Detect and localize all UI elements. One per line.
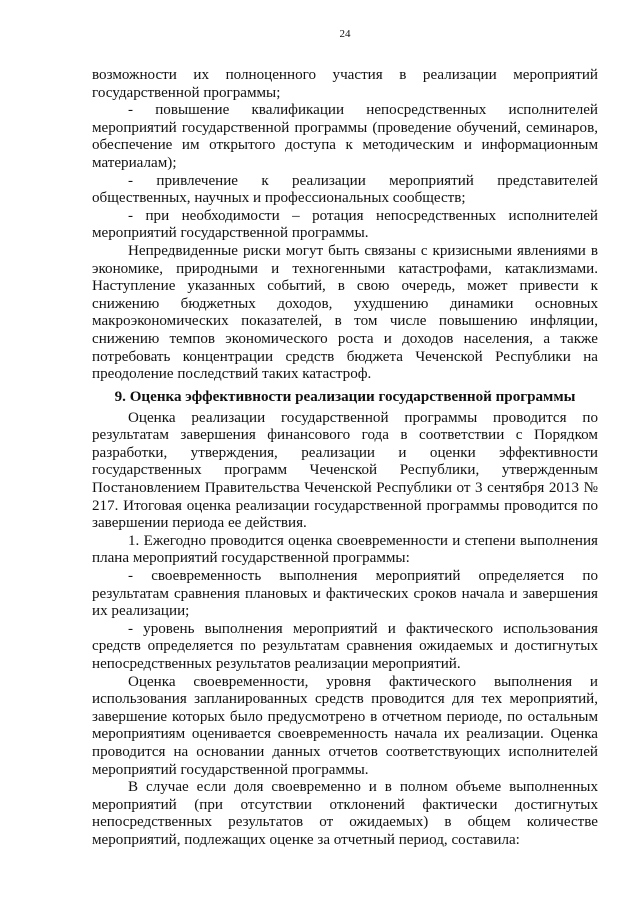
paragraph: Оценка реализации государственной программы проводится по результатам завершения финансового года в соответствии с Порядком разработки, утверждения, реализации и оценки эффективности государственных программ Чеченской Республики, утвержденным Постановлением Правительства Чеченской Республики от 3 сентября 2013 № 217. Итоговая оценка реализации государственной программы проводится по завершении периода ее действия. bbox=[92, 409, 598, 532]
paragraph: 1. Ежегодно проводится оценка своевременности и степени выполнения плана мероприятий государственной программы: bbox=[92, 532, 598, 567]
list-item-paragraph: - своевременность выполнения мероприятий определяется по результатам сравнения плановых и фактических сроков начала и завершения их реализации; bbox=[92, 568, 598, 620]
paragraph: возможности их полноценного участия в реализации мероприятий государственной программы; bbox=[92, 67, 598, 101]
document-body bbox=[92, 67, 598, 850]
paragraph: Непредвиденные риски могут быть связаны с кризисными явлениями в экономике, природными и техногенными катастрофами, катаклизмами. Наступление указанных событий, в свою очередь, может привести к снижению бюджетных доходов, ухудшению динамики основных макроэкономических показателей, в том числе повышению инфляции, снижению темпов экономического роста и доходов населения, а также потребовать концентрации средств бюджета Чеченской Республики на преодоление последствий таких катастроф. bbox=[92, 242, 598, 383]
list-item-paragraph: - привлечение к реализации мероприятий представителей общественных, научных и профессиональных сообществ; bbox=[92, 172, 598, 207]
list-item-paragraph: - уровень выполнения мероприятий и фактического использования средств определяется по результатам сравнения ожидаемых и достигнутых непосредственных результатов реализации мероприятий. bbox=[92, 620, 598, 672]
list-item-paragraph: - повышение квалификации непосредственных исполнителей мероприятий государственной программы (проведение обучений, семинаров, обеспечение им открытого доступа к методическим и информационным материалам); bbox=[92, 102, 598, 171]
section-heading: 9. Оценка эффективности реализации государственной программы bbox=[114, 388, 576, 405]
list-item-paragraph: - при необходимости – ротация непосредственных исполнителей мероприятий государственной программы. bbox=[92, 207, 598, 242]
page-number: 24 bbox=[339, 28, 351, 40]
paragraph: В случае если доля своевременно и в полном объеме выполненных мероприятий (при отсутствии отклонений фактически достигнутых непосредственных результатов от ожидаемых) в общем количестве мероприятий, подлежащих оценке за отчетный период, составила: bbox=[92, 779, 598, 848]
paragraph: Оценка своевременности, уровня фактического выполнения и использования запланированных средств проводится для тех мероприятий, завершение которых было предусмотрено в отчетном периоде, по остальным мероприятиям оценивается своевременность начала их реализации. Оценка проводится на основании данных отчетов соответствующих исполнителей мероприятий государственной программы. bbox=[92, 673, 598, 778]
